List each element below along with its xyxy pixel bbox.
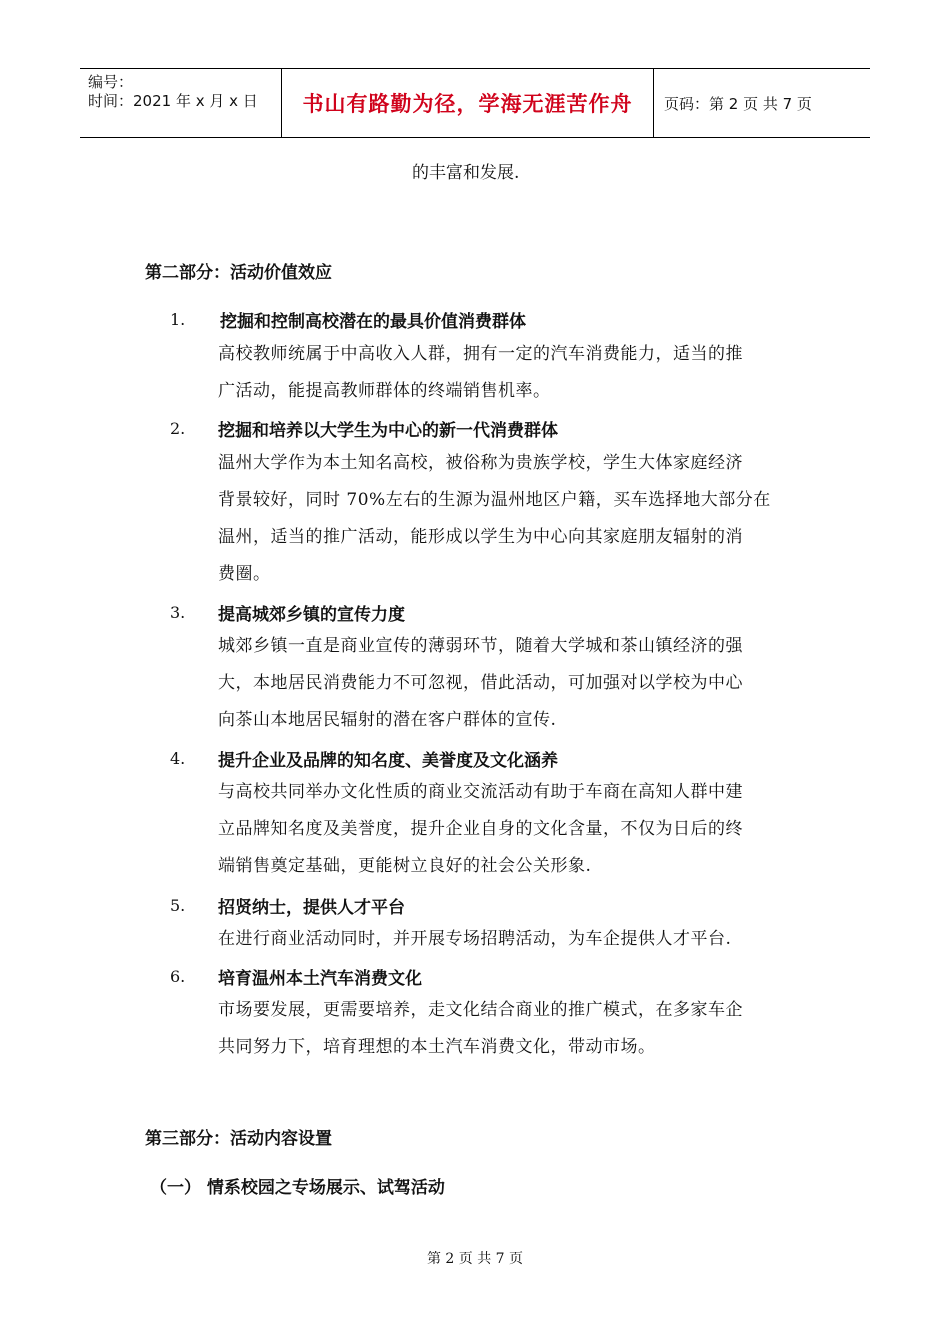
- paragraph-line: 费圈。: [218, 564, 271, 584]
- paragraph-line: 立品牌知名度及美誉度，提升企业自身的文化含量，不仅为日后的终: [218, 819, 743, 839]
- item-paragraph: [218, 774, 810, 885]
- item-number: 1.: [170, 310, 186, 329]
- item-paragraph: [218, 445, 810, 593]
- paragraph-line: 温州，适当的推广活动，能形成以学生为中心向其家庭朋友辐射的消: [218, 527, 743, 547]
- item-number: 4.: [170, 749, 186, 768]
- header-motto: 书山有路勤为径，学海无涯苦作舟: [282, 69, 654, 137]
- paragraph-line: 在进行商业活动同时，并开展专场招聘活动，为车企提供人才平台.: [218, 929, 732, 949]
- paragraph-line: 端销售奠定基础，更能树立良好的社会公关形象.: [218, 856, 592, 876]
- item-paragraph: [218, 628, 810, 739]
- item-number: 6.: [170, 967, 186, 986]
- item-paragraph: [218, 336, 810, 410]
- paragraph-line: 与高校共同举办文化性质的商业交流活动有助于车商在高知人群中建: [218, 782, 743, 802]
- item-number: 3.: [170, 603, 186, 622]
- paragraph-line: 向茶山本地居民辐射的潜在客户群体的宣传.: [218, 710, 557, 730]
- page-header: [80, 68, 870, 138]
- doc-number-label: 编号：: [88, 73, 134, 91]
- header-page-info: 页码：第 2 页 共 7 页: [664, 94, 812, 113]
- paragraph-line: 背景较好，同时 70%左右的生源为温州地区户籍，买车选择地大部分在: [218, 490, 771, 510]
- section-2-title: 第二部分：活动价值效应: [145, 263, 332, 283]
- item-number: 2.: [170, 419, 186, 438]
- subsection-1-title: （一） 情系校园之专场展示、试驾活动: [150, 1178, 445, 1198]
- paragraph-line: 共同努力下，培育理想的本土汽车消费文化，带动市场。: [218, 1037, 656, 1057]
- page-footer: 第 2 页 共 7 页: [426, 1251, 524, 1267]
- item-paragraph: [218, 992, 810, 1066]
- item-title: 挖掘和控制高校潜在的最具价值消费群体: [220, 312, 526, 332]
- header-meta: [80, 69, 282, 137]
- paragraph-line: 城郊乡镇一直是商业宣传的薄弱环节，随着大学城和茶山镇经济的强: [218, 636, 743, 656]
- paragraph-line: 大，本地居民消费能力不可忽视，借此活动，可加强对以学校为中心: [218, 673, 743, 693]
- item-title: 挖掘和培养以大学生为中心的新一代消费群体: [218, 421, 558, 441]
- item-title: 提升企业及品牌的知名度、美誉度及文化涵养: [218, 751, 558, 771]
- item-title: 培育温州本土汽车消费文化: [218, 969, 422, 989]
- doc-time-label: 时间：2021 年 x 月 x 日: [88, 92, 258, 110]
- continuation-text: 的丰富和发展.: [412, 163, 520, 183]
- item-title: 招贤纳士，提供人才平台: [218, 898, 405, 918]
- section-3-title: 第三部分：活动内容设置: [145, 1129, 332, 1149]
- item-title: 提高城郊乡镇的宣传力度: [218, 605, 405, 625]
- paragraph-line: 广活动，能提高教师群体的终端销售机率。: [218, 381, 551, 401]
- paragraph-line: 市场要发展，更需要培养，走文化结合商业的推广模式，在多家车企: [218, 1000, 743, 1020]
- paragraph-line: 温州大学作为本土知名高校，被俗称为贵族学校，学生大体家庭经济: [218, 453, 743, 473]
- paragraph-line: 高校教师统属于中高收入人群，拥有一定的汽车消费能力，适当的推: [218, 344, 743, 364]
- item-paragraph: [218, 921, 810, 958]
- item-number: 5.: [170, 896, 186, 915]
